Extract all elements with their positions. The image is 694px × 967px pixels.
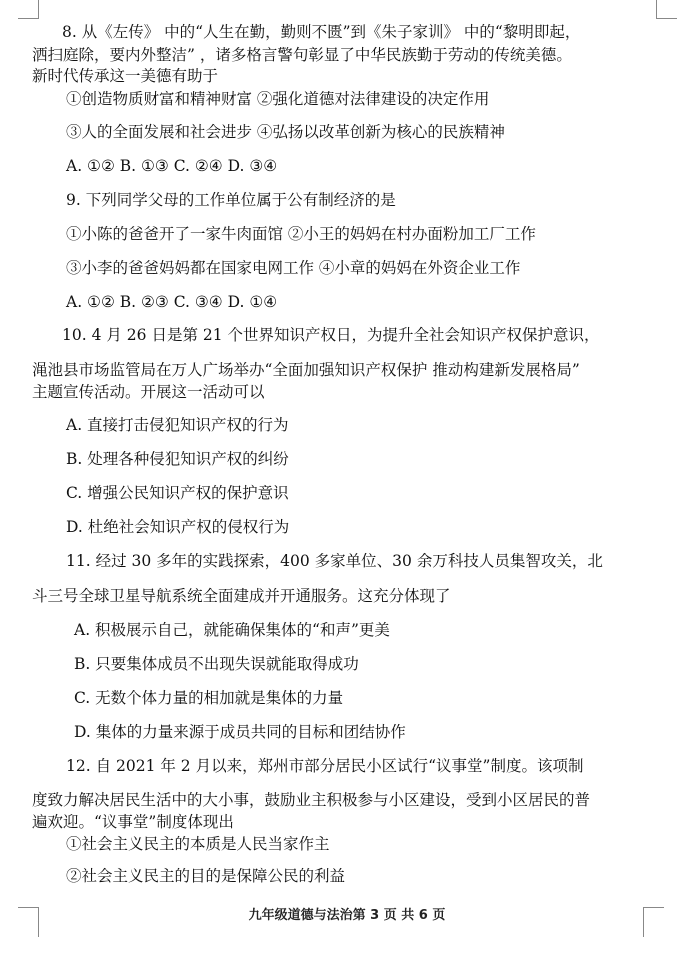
- q8-stem-line-1: 8. 从《左传》 中的“人生在勤，勤则不匮”到《朱子家训》 中的“黎明即起，: [62, 23, 581, 41]
- q10-option-d: D. 杜绝社会知识产权的侵权行为: [66, 518, 290, 536]
- q9-option-row-1: ①小陈的爸爸开了一家牛肉面馆 ②小王的妈妈在村办面粉加工厂工作: [66, 225, 536, 243]
- page-footer: 九年级道德与法治第 3 页 共 6 页: [248, 908, 446, 923]
- q8-stem-line-2: 洒扫庭除，要内外整洁” ，诸多格言警句彰显了中华民族勤于劳动的传统美德。: [32, 46, 572, 64]
- q8-option-row-2: ③人的全面发展和社会进步 ④弘扬以改革创新为核心的民族精神: [66, 123, 505, 141]
- q11-option-b: B. 只要集体成员不出现失误就能取得成功: [74, 655, 359, 673]
- q11-option-d: D. 集体的力量来源于成员共同的目标和团结协作: [74, 723, 406, 741]
- q10-option-c: C. 增强公民知识产权的保护意识: [66, 484, 289, 502]
- q10-option-a: A. 直接打击侵犯知识产权的行为: [66, 416, 289, 434]
- q10-stem-line-1: 10. 4 月 26 日是第 21 个世界知识产权日，为提升全社会知识产权保护意识，: [62, 326, 600, 344]
- q10-stem-line-2: 渑池县市场监管局在万人广场举办“全面加强知识产权保护 推动构建新发展格局”: [32, 361, 580, 379]
- q8-option-row-1: ①创造物质财富和精神财富 ②强化道德对法律建设的决定作用: [66, 90, 490, 108]
- q12-stem-line-3: 遍欢迎。“议事堂”制度体现出: [32, 813, 234, 831]
- crop-mark-top-left-h: [18, 18, 39, 19]
- q11-stem-line-2: 斗三号全球卫星导航系统全面建成并开通服务。这充分体现了: [32, 587, 451, 605]
- q12-option-1: ①社会主义民主的本质是人民当家作主: [66, 835, 330, 853]
- q12-stem-line-1: 12. 自 2021 年 2 月以来，郑州市部分居民小区试行“议事堂”制度。该项制: [66, 757, 584, 775]
- q11-option-c: C. 无数个体力量的相加就是集体的力量: [74, 689, 344, 707]
- q11-stem-line-1: 11. 经过 30 多年的实践探索，400 多家单位、30 余万科技人员集智攻关，北: [66, 552, 603, 570]
- crop-mark-top-left-v: [38, 0, 39, 18]
- q8-choices: A. ①② B. ①③ C. ②④ D. ③④: [66, 157, 278, 175]
- q12-option-2: ②社会主义民主的目的是保障公民的利益: [66, 867, 346, 885]
- q9-choices: A. ①② B. ②③ C. ③④ D. ①④: [66, 293, 278, 311]
- q11-option-a: A. 积极展示自己，就能确保集体的“和声”更美: [74, 621, 390, 639]
- q9-option-row-2: ③小李的爸爸妈妈都在国家电网工作 ④小章的妈妈在外资企业工作: [66, 259, 521, 277]
- q10-option-b: B. 处理各种侵犯知识产权的纠纷: [66, 450, 289, 468]
- crop-mark-top-right-v: [656, 0, 657, 18]
- q9-stem: 9. 下列同学父母的工作单位属于公有制经济的是: [66, 191, 396, 209]
- crop-mark-top-right-h: [656, 18, 677, 19]
- q10-stem-line-3: 主题宣传活动。开展这一活动可以: [32, 383, 265, 401]
- q8-stem-line-3: 新时代传承这一美德有助于: [32, 67, 219, 85]
- q12-stem-line-2: 度致力解决居民生活中的大小事，鼓励业主积极参与小区建设，受到小区居民的普: [32, 791, 591, 809]
